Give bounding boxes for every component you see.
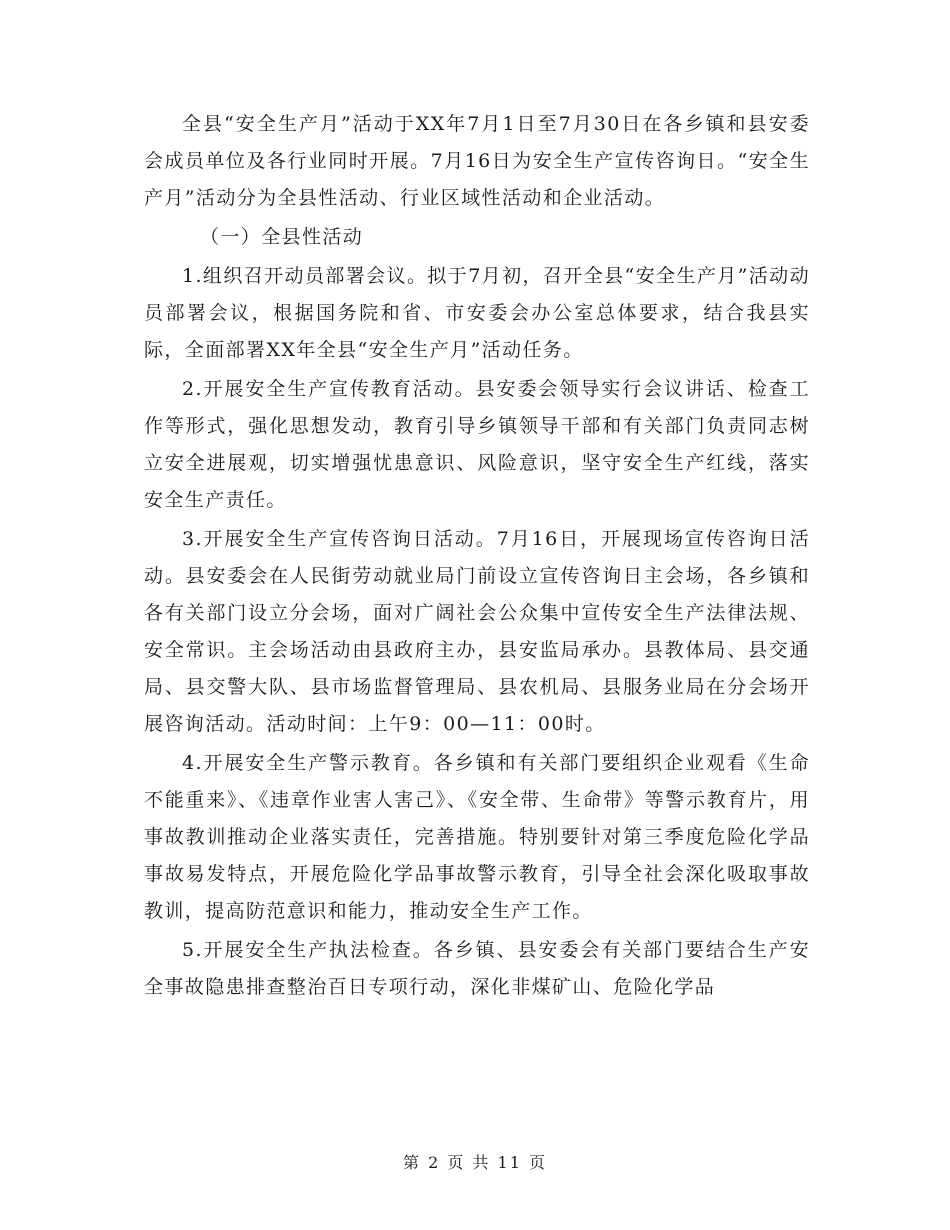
item-2-paragraph: 2.开展安全生产宣传教育活动。县安委会领导实行会议讲话、检查工作等形式，强化思想发动，教育引导乡镇领导干部和有关部门负责同志树立安全进展观，切实增强忧患意识、风险意识，坚守安全生产红线，落实安全生产责任。 bbox=[144, 378, 810, 511]
document-body bbox=[144, 106, 810, 1008]
item-4-paragraph: 4.开展安全生产警示教育。各乡镇和有关部门要组织企业观看《生命不能重来》、《违章作业害人害己》、《安全带、生命带》等警示教育片，用事故教训推动企业落实责任，完善措施。特别要针对第三季度危险化学品事故易发特点，开展危险化学品事故警示教育，引导全社会深化吸取事故教训，提高防范意识和能力，推动安全生产工作。 bbox=[144, 752, 810, 922]
page-number-footer: 第 2 页 共 11 页 bbox=[403, 1153, 547, 1172]
item-1-paragraph: 1.组织召开动员部署会议。拟于7月初，召开全县“安全生产月”活动动员部署会议，根据国务院和省、市安委会办公室总体要求，结合我县实际，全面部署XX年全县“安全生产月”活动任务。 bbox=[144, 265, 810, 361]
section-heading: （一）全县性活动 bbox=[200, 226, 364, 248]
item-3-paragraph: 3.开展安全生产宣传咨询日活动。7月16日，开展现场宣传咨询日活动。县安委会在人民街劳动就业局门前设立宣传咨询日主会场，各乡镇和各有关部门设立分会场，面对广阔社会公众集中宣传安全生产法律法规、安全常识。主会场活动由县政府主办，县安监局承办。县教体局、县交通局、县交警大队、县市场监督管理局、县农机局、县服务业局在分会场开展咨询活动。活动时间：上午9：00—11：00时。 bbox=[144, 528, 810, 735]
item-5-paragraph: 5.开展安全生产执法检查。各乡镇、县安委会有关部门要结合生产安全事故隐患排查整治百日专项行动，深化非煤矿山、危险化学品 bbox=[144, 939, 810, 998]
intro-paragraph: 全县“安全生产月”活动于XX年7月1日至7月30日在各乡镇和县安委会成员单位及各行业同时开展。7月16日为安全生产宣传咨询日。“安全生产月”活动分为全县性活动、行业区域性活动和企业活动。 bbox=[144, 113, 810, 209]
